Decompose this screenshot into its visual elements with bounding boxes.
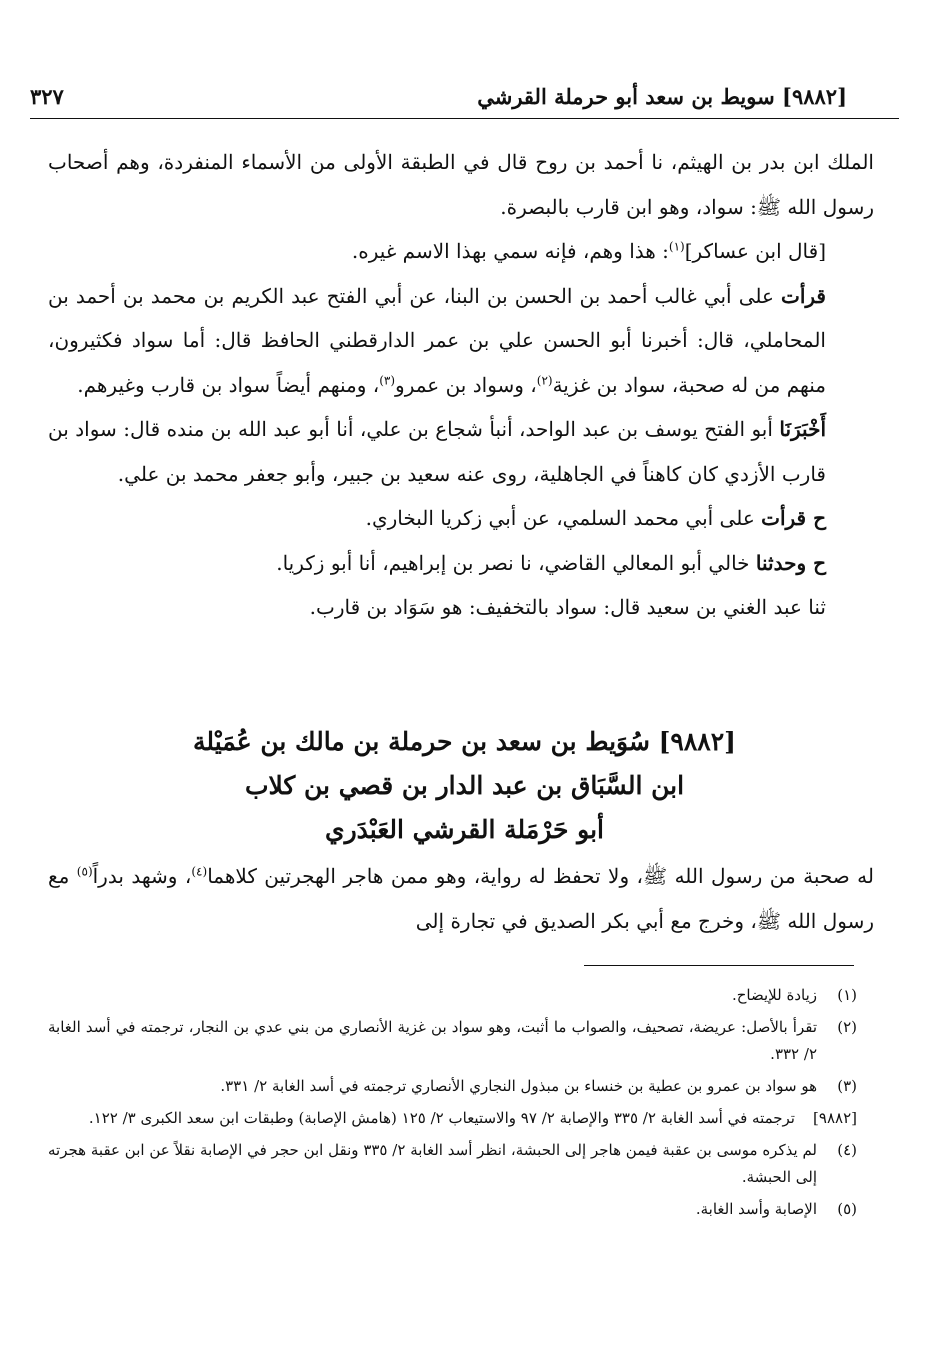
page-number: ٣٢٧: [30, 84, 64, 109]
entry-heading-line: ابن السَّبَاق بن عبد الدار بن قصي بن كلاب: [244, 771, 685, 800]
paragraph-text: خالي أبو المعالي القاضي، نا نصر بن إبراهيم، أنا أبو زكريا.: [276, 550, 756, 575]
paragraph-text: [قال ابن عساكر]: [684, 239, 826, 263]
footnote-ref: (٤): [191, 864, 208, 879]
paragraph: [48, 585, 874, 630]
footnote: [48, 1196, 857, 1223]
footnote-ref: (٣): [379, 372, 396, 387]
footnote-divider: [584, 965, 854, 966]
footnote: [48, 982, 857, 1009]
paragraph-text: ، وشهد بدراً: [92, 864, 192, 888]
paragraph-text: ثنا عبد الغني بن سعيد قال: سواد بالتخفيف: هو سَوَاد بن قارب.: [309, 595, 826, 619]
entry-text: [48, 854, 874, 944]
paragraph-text: أبو الفتح يوسف بن عبد الواحد، أنبأ شجاع بن علي، أنا أبو عبد الله بن منده قال: سواد بن قارب الأزدي كان كاهناً في الجاهلية، روى عنه سعيد بن جبير، وأبو جعفر محمد بن علي.: [48, 417, 826, 486]
paragraph: [48, 140, 874, 229]
footnote-ref: (١): [668, 239, 685, 254]
footnote-text: ترجمته في أسد الغابة ٢/ ٣٣٥ والإصابة ٢/ ٩٧ والاستيعاب ٢/ ١٢٥ (هامش الإصابة) وطبقات ابن سعد الكبرى ٣/ ١٢٢.: [88, 1109, 795, 1127]
paragraph-text: الملك ابن بدر بن الهيثم، نا أحمد بن روح قال في الطبقة الأولى من الأسماء المنفردة، وهم أصحاب رسول الله ﷺ: سواد، وهو ابن قارب بالبصرة.: [48, 150, 874, 219]
footnote-text: زيادة للإيضاح.: [731, 986, 817, 1004]
paragraph-lead: قرأت: [781, 283, 826, 308]
footnote-mark: (٢): [837, 1018, 857, 1036]
footnote: [48, 1014, 857, 1068]
footnote-mark: [٩٨٨٢]: [813, 1109, 857, 1127]
footnote-ref: (٥): [76, 864, 93, 879]
paragraph: [48, 274, 874, 408]
footnote-text: هو سواد بن عمرو بن عطية بن خنساء بن مبذول النجاري الأنصاري ترجمته في أسد الغابة ٢/ ٣٣١.: [220, 1077, 817, 1095]
paragraph: [48, 407, 874, 496]
entry-heading-line: أبو حَرْمَلة القرشي العَبْدَري: [325, 815, 604, 844]
footnote-mark: (٥): [837, 1200, 857, 1218]
footnote-text: لم يذكره موسى بن عقبة فيمن هاجر إلى الحبشة، انظر أسد الغابة ٢/ ٣٣٥ ونقل ابن حجر في الإصابة نقلاً عن ابن عقبة هجرته إلى الحبشة.: [48, 1141, 817, 1186]
entry-heading: [60, 720, 869, 852]
footnote: [48, 1137, 857, 1191]
paragraph: [48, 854, 874, 944]
paragraph-text: : هذا وهم، فإنه سمي بهذا الاسم غيره.: [351, 239, 669, 263]
paragraph: [48, 541, 874, 586]
footnote-ref: (٢): [536, 372, 553, 387]
footnote-text: تقرأ بالأصل: عريضة، تصحيف، والصواب ما أثبت، وهو سواد بن غزية الأنصاري من بني عدي بن النجار، ترجمته في أسد الغابة ٢/ ٣٣٢.: [48, 1018, 817, 1063]
paragraph-text: ، وسواد بن عمرو: [395, 372, 537, 397]
entry-heading-line: [٩٨٨٢] سُوَيط بن سعد بن حرملة بن مالك بن عُمَيْلة: [193, 727, 736, 756]
footnote-text: الإصابة وأسد الغابة.: [695, 1200, 817, 1218]
running-title: [٩٨٨٢] سويط بن سعد أبو حرملة القرشي: [477, 84, 847, 109]
paragraph: [48, 496, 874, 541]
paragraph-text: على أبي محمد السلمي، عن أبي زكريا البخاري.: [365, 506, 762, 530]
paragraph-text: له صحبة من رسول الله ﷺ، ولا تحفظ له رواية، وهو ممن هاجر الهجرتين كلاهما: [207, 864, 874, 888]
paragraph: [48, 229, 874, 274]
paragraph-text: ، ومنهم أيضاً سواد بن قارب وغيرهم.: [77, 372, 380, 397]
footnote-mark: (١): [837, 986, 857, 1004]
paragraph-lead: ح وحدثنا: [755, 550, 826, 575]
paragraph-text: مع رسول الله ﷺ، وخرج مع أبي بكر الصديق في تجارة إلى: [48, 864, 874, 933]
footnote-mark: (٤): [837, 1141, 857, 1159]
page-header: [30, 78, 899, 119]
paragraph-lead: ح قرأت: [761, 506, 826, 530]
footnote: [48, 1105, 857, 1132]
footnote-mark: (٣): [837, 1077, 857, 1095]
footnotes: [48, 982, 857, 1228]
paragraph-text: على أبي غالب أحمد بن الحسن بن البنا، عن أبي الفتح عبد الكريم بن محمد بن أحمد بن المحاملي، قال: أخبرنا أبو الحسن علي بن عمر الدارقطني الحافظ قال: أما سواد فكثيرون، منهم من له صحبة، سواد بن غزية: [48, 283, 826, 397]
paragraph-lead: أَخْبَرَنَا: [779, 417, 827, 441]
footnote: [48, 1073, 857, 1100]
main-text: [48, 140, 874, 630]
